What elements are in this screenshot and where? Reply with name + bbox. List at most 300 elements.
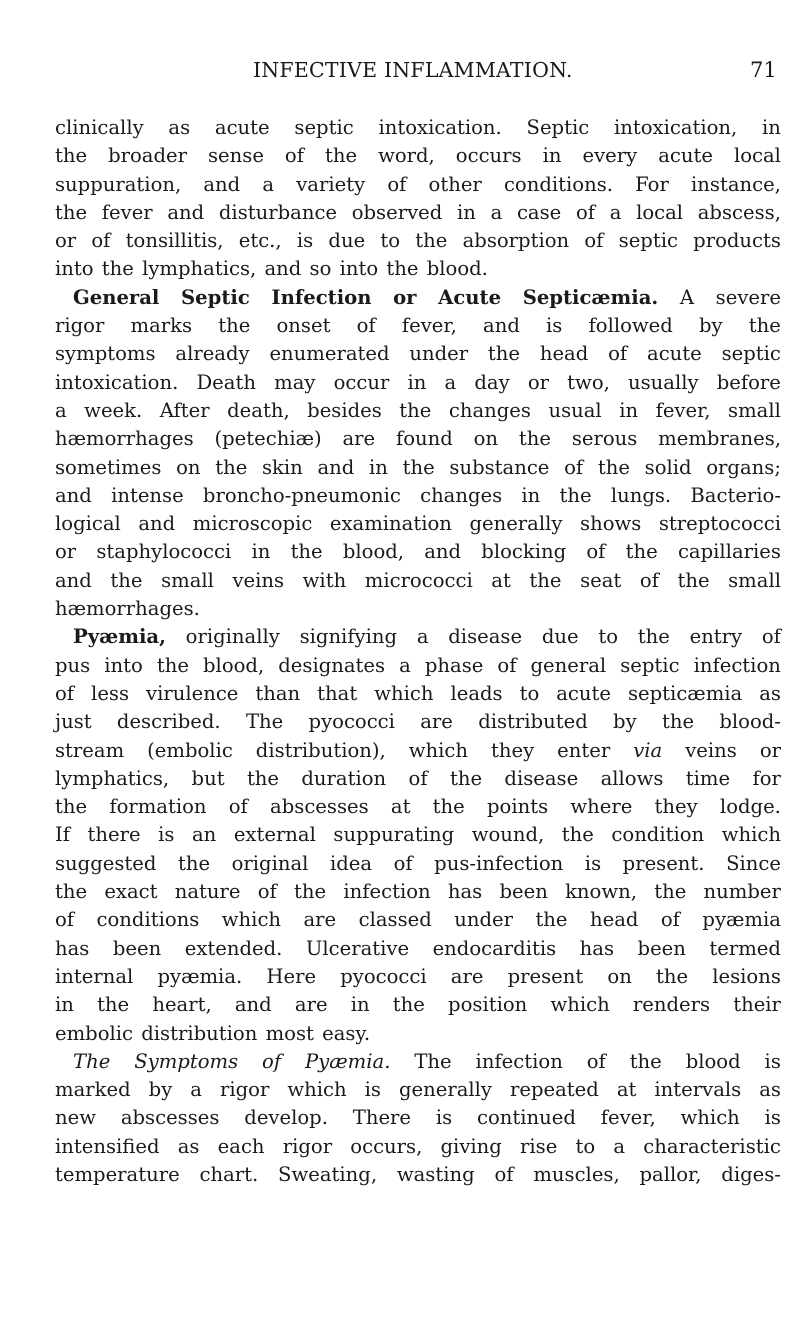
word: and xyxy=(264,257,302,281)
word: septic xyxy=(721,342,781,366)
text-line xyxy=(55,227,781,255)
word: of xyxy=(660,908,680,932)
word: and xyxy=(167,200,205,224)
word: which xyxy=(721,823,781,847)
word: Bacterio- xyxy=(690,483,781,507)
word: in xyxy=(251,540,271,564)
word: for xyxy=(752,766,781,790)
word: week. xyxy=(84,398,143,422)
word: sometimes xyxy=(55,455,162,479)
word: or xyxy=(527,370,550,394)
word: occurs xyxy=(455,144,522,168)
word: disease xyxy=(504,766,579,790)
word: Pyæmia. xyxy=(305,1049,391,1073)
word: been xyxy=(499,880,548,904)
word: of xyxy=(393,851,413,875)
word: septic xyxy=(620,653,680,677)
word: logical xyxy=(55,512,121,536)
word: time xyxy=(685,766,731,790)
word: substance xyxy=(449,455,550,479)
word: The xyxy=(414,1049,452,1073)
text-line xyxy=(55,425,781,453)
word: Here xyxy=(266,964,317,988)
word: membranes, xyxy=(658,427,781,451)
word: a xyxy=(416,625,429,649)
word: is xyxy=(158,823,175,847)
word: Ulcerative xyxy=(305,936,410,960)
word: is xyxy=(584,851,602,875)
word: is xyxy=(546,314,563,338)
word: or xyxy=(55,229,77,253)
word: pallor, xyxy=(639,1162,702,1186)
word: head xyxy=(539,342,589,366)
word: temperature xyxy=(55,1162,180,1186)
word: already xyxy=(175,342,250,366)
word: the xyxy=(518,427,551,451)
word: embolic xyxy=(55,1021,134,1045)
word: shows xyxy=(580,512,642,536)
word: blood xyxy=(685,1049,741,1073)
word: usual xyxy=(548,398,602,422)
word: each xyxy=(217,1134,265,1158)
word: the xyxy=(559,483,592,507)
word: (petechiæ) xyxy=(214,427,322,451)
word: is xyxy=(764,1049,781,1073)
word: tonsillitis, xyxy=(125,229,224,253)
word: lymphatics, xyxy=(55,766,170,790)
text-line xyxy=(55,765,781,793)
word: by xyxy=(613,710,637,734)
word: of xyxy=(91,229,111,253)
word: in xyxy=(521,483,541,507)
word: Infection xyxy=(271,285,372,309)
word: exact xyxy=(104,880,158,904)
word: of xyxy=(228,795,248,819)
word: of xyxy=(586,540,606,564)
word: variety xyxy=(296,172,366,196)
word: in xyxy=(55,993,74,1017)
word: via xyxy=(633,738,663,762)
word: are xyxy=(420,710,453,734)
word: small xyxy=(161,568,214,592)
word: new xyxy=(55,1106,96,1130)
word: broncho-pneumonic xyxy=(202,483,401,507)
word: points xyxy=(486,795,549,819)
word: death, xyxy=(227,398,290,422)
word: are xyxy=(342,427,376,451)
word: are xyxy=(303,908,337,932)
word: infection xyxy=(343,880,431,904)
word: present xyxy=(507,964,584,988)
word: solid xyxy=(644,455,692,479)
word: they xyxy=(491,738,535,762)
word: and xyxy=(55,483,92,507)
running-head xyxy=(0,58,801,90)
word: entry xyxy=(689,625,743,649)
text-line xyxy=(55,538,781,566)
word: the xyxy=(487,342,521,366)
text-line xyxy=(55,255,781,283)
word: in xyxy=(350,993,370,1017)
word: every xyxy=(582,144,638,168)
word: of xyxy=(761,625,781,649)
word: most xyxy=(265,1021,314,1045)
word: their xyxy=(733,993,781,1017)
word: the xyxy=(654,880,687,904)
word: the xyxy=(55,880,88,904)
text-line xyxy=(55,567,781,595)
word: disturbance xyxy=(218,200,338,224)
text-line xyxy=(55,1133,781,1161)
word: wound, xyxy=(471,823,545,847)
word: to xyxy=(598,625,618,649)
text-line xyxy=(55,482,781,510)
word: is xyxy=(296,229,314,253)
word: suggested xyxy=(55,851,157,875)
word: rigor xyxy=(220,1078,270,1102)
word: fever, xyxy=(401,314,457,338)
word: septic xyxy=(618,229,678,253)
word: which xyxy=(374,681,434,705)
word: a xyxy=(262,172,275,196)
word: external xyxy=(233,823,316,847)
word: the xyxy=(677,568,710,592)
word: micrococci xyxy=(364,568,473,592)
word: lymphatics, xyxy=(142,257,257,281)
word: which xyxy=(287,1078,347,1102)
word: of xyxy=(494,1162,514,1186)
word: For xyxy=(635,172,669,196)
word: Pyæmia, xyxy=(73,625,166,649)
word: signifying xyxy=(299,625,398,649)
word: or xyxy=(759,738,781,762)
word: the xyxy=(110,568,143,592)
word: the xyxy=(561,823,594,847)
word: found xyxy=(395,427,453,451)
word: that xyxy=(317,681,358,705)
word: been xyxy=(112,936,162,960)
word: of xyxy=(55,908,75,932)
word: giving xyxy=(440,1134,502,1158)
word: a xyxy=(609,200,622,224)
word: in xyxy=(369,455,388,479)
word: in xyxy=(762,116,781,139)
word: capillaries xyxy=(677,540,781,564)
word: pus-infection xyxy=(434,851,564,875)
word: Since xyxy=(726,851,781,875)
word: usually xyxy=(628,370,699,394)
word: blood, xyxy=(342,540,405,564)
text-line xyxy=(55,340,781,368)
word: If xyxy=(55,823,70,847)
word: and xyxy=(483,314,520,338)
word: known, xyxy=(565,880,637,904)
word: in xyxy=(542,144,562,168)
word: abscesses xyxy=(120,1106,220,1130)
word: duration xyxy=(301,766,387,790)
word: formation xyxy=(109,795,207,819)
word: of xyxy=(356,314,376,338)
text-line xyxy=(55,510,781,538)
text-line xyxy=(55,623,781,651)
word: at xyxy=(491,568,511,592)
word: infection xyxy=(475,1049,563,1073)
word: the xyxy=(156,653,189,677)
word: and xyxy=(55,568,92,592)
word: has xyxy=(447,880,483,904)
word: Septicæmia. xyxy=(522,285,659,309)
word: observed xyxy=(351,200,443,224)
text-line xyxy=(55,1020,781,1048)
word: skin xyxy=(261,455,303,479)
word: in xyxy=(407,370,427,394)
word: or xyxy=(393,285,417,309)
word: Death xyxy=(196,370,256,394)
text-line xyxy=(55,652,781,680)
word: abscess, xyxy=(697,200,781,224)
word: leads xyxy=(450,681,503,705)
word: followed xyxy=(588,314,673,338)
word: so xyxy=(309,257,332,281)
word: to xyxy=(519,681,540,705)
word: and xyxy=(138,512,176,536)
word: the xyxy=(748,314,781,338)
word: repeated xyxy=(510,1078,599,1102)
word: changes xyxy=(448,398,531,422)
word: of xyxy=(55,681,75,705)
word: conditions xyxy=(96,908,200,932)
word: fever xyxy=(101,200,153,224)
word: blood- xyxy=(719,710,781,734)
word: A xyxy=(679,285,695,309)
word: characteristic xyxy=(643,1134,781,1158)
text-line xyxy=(55,821,781,849)
word: acute xyxy=(214,116,270,139)
word: originally xyxy=(185,625,280,649)
text-line xyxy=(55,397,781,425)
word: septicæmia xyxy=(627,681,743,705)
text-line xyxy=(55,1104,781,1132)
word: of xyxy=(584,229,604,253)
word: under xyxy=(409,342,469,366)
text-line xyxy=(55,1161,781,1189)
word: sense xyxy=(208,144,264,168)
word: a xyxy=(613,1134,626,1158)
word: Septic xyxy=(526,116,590,139)
word: under xyxy=(454,908,513,932)
word: in xyxy=(456,200,476,224)
word: the xyxy=(97,993,130,1017)
word: a xyxy=(444,370,457,394)
word: has xyxy=(579,936,615,960)
word: acute xyxy=(658,144,713,168)
word: and xyxy=(234,993,272,1017)
word: muscles, xyxy=(533,1162,620,1186)
word: nature xyxy=(174,880,241,904)
running-title: INFECTIVE INFLAMMATION. xyxy=(253,58,573,82)
word: of xyxy=(586,1049,606,1073)
word: by xyxy=(699,314,723,338)
word: local xyxy=(733,144,781,168)
word: continued xyxy=(476,1106,576,1130)
word: and xyxy=(424,540,462,564)
word: distribution xyxy=(141,1021,258,1045)
word: chart. xyxy=(199,1162,259,1186)
word: examination xyxy=(329,512,452,536)
word: small xyxy=(728,398,781,422)
word: Sweating, xyxy=(278,1162,378,1186)
word: which xyxy=(408,738,469,762)
word: due xyxy=(541,625,579,649)
word: of xyxy=(575,200,595,224)
word: generally xyxy=(398,1078,492,1102)
page-number: 71 xyxy=(750,58,777,82)
word: severe xyxy=(715,285,781,309)
word: broader xyxy=(108,144,187,168)
word: infection xyxy=(693,653,781,677)
word: pus xyxy=(55,653,91,677)
text-line xyxy=(55,708,781,736)
word: of xyxy=(408,766,428,790)
word: extended. xyxy=(184,936,283,960)
word: pyococci xyxy=(340,964,427,988)
word: the xyxy=(535,908,568,932)
word: at xyxy=(390,795,411,819)
word: by xyxy=(148,1078,173,1102)
word: at xyxy=(616,1078,637,1102)
word: there xyxy=(87,823,141,847)
word: distribution), xyxy=(255,738,386,762)
word: the xyxy=(55,200,88,224)
word: into xyxy=(339,257,379,281)
word: of xyxy=(639,568,659,592)
word: endocarditis xyxy=(432,936,557,960)
word: the xyxy=(177,851,211,875)
word: rise xyxy=(520,1134,558,1158)
word: on xyxy=(176,455,201,479)
word: internal xyxy=(55,964,134,988)
word: of xyxy=(608,342,628,366)
text-line xyxy=(55,906,781,934)
word: a xyxy=(190,1078,202,1102)
word: diges- xyxy=(721,1162,781,1186)
text-line xyxy=(55,991,781,1019)
word: intervals xyxy=(654,1078,742,1102)
text-line xyxy=(55,199,781,227)
text-line xyxy=(55,312,781,340)
word: renders xyxy=(632,993,711,1017)
word: is xyxy=(364,1078,381,1102)
word: and xyxy=(203,172,241,196)
word: of xyxy=(497,653,517,677)
word: generally xyxy=(469,512,563,536)
word: the xyxy=(432,795,465,819)
word: veins xyxy=(685,738,737,762)
word: may xyxy=(274,370,316,394)
word: the xyxy=(246,766,280,790)
word: intense xyxy=(111,483,184,507)
word: of xyxy=(284,144,304,168)
word: Acute xyxy=(438,285,502,309)
word: blood, xyxy=(203,653,265,677)
text-line xyxy=(55,878,781,906)
word: two, xyxy=(567,370,610,394)
word: word, xyxy=(378,144,435,168)
word: intoxication, xyxy=(613,116,738,139)
word: original xyxy=(231,851,309,875)
word: pyæmia. xyxy=(157,964,243,988)
word: hæmorrhages. xyxy=(55,597,200,621)
text-line xyxy=(55,171,781,199)
word: microscopic xyxy=(192,512,313,536)
word: veins xyxy=(232,568,285,592)
word: head xyxy=(589,908,639,932)
word: After xyxy=(159,398,210,422)
word: seat xyxy=(580,568,622,592)
word: abscesses xyxy=(270,795,369,819)
word: intensified xyxy=(55,1134,160,1158)
word: just xyxy=(55,710,92,734)
word: The xyxy=(245,710,284,734)
word: as xyxy=(177,1134,200,1158)
text-line xyxy=(55,114,781,142)
word: intoxication. xyxy=(55,370,179,394)
word: idea xyxy=(329,851,373,875)
word: than xyxy=(255,681,301,705)
word: into xyxy=(104,653,143,677)
word: stream xyxy=(55,738,125,762)
word: of xyxy=(257,880,277,904)
word: The xyxy=(73,1049,111,1073)
word: is xyxy=(435,1106,453,1130)
word: are xyxy=(294,993,328,1017)
word: as xyxy=(759,681,781,705)
word: small xyxy=(728,568,781,592)
word: has xyxy=(55,936,90,960)
word: fever, xyxy=(655,398,711,422)
word: general xyxy=(530,653,607,677)
word: heart, xyxy=(152,993,212,1017)
word: septic xyxy=(294,116,354,139)
word: to xyxy=(575,1134,596,1158)
body-text xyxy=(55,114,781,1189)
word: to xyxy=(380,229,401,253)
word: absorption xyxy=(462,229,570,253)
text-line xyxy=(55,850,781,878)
text-line xyxy=(55,284,781,312)
word: the xyxy=(392,993,425,1017)
word: blood. xyxy=(426,257,488,281)
word: is xyxy=(764,1106,781,1130)
word: classed xyxy=(358,908,432,932)
word: serous xyxy=(571,427,638,451)
word: which xyxy=(221,908,282,932)
word: they xyxy=(654,795,698,819)
word: designates xyxy=(278,653,386,677)
word: of xyxy=(262,1049,282,1073)
word: acute xyxy=(647,342,702,366)
word: staphylococci xyxy=(96,540,232,564)
word: General xyxy=(73,285,160,309)
word: symptoms xyxy=(55,342,156,366)
word: condition xyxy=(611,823,705,847)
word: into xyxy=(55,257,94,281)
word: intoxication. xyxy=(378,116,502,139)
word: the xyxy=(324,144,358,168)
word: changes xyxy=(420,483,503,507)
text-line xyxy=(55,369,781,397)
word: virulence xyxy=(146,681,239,705)
